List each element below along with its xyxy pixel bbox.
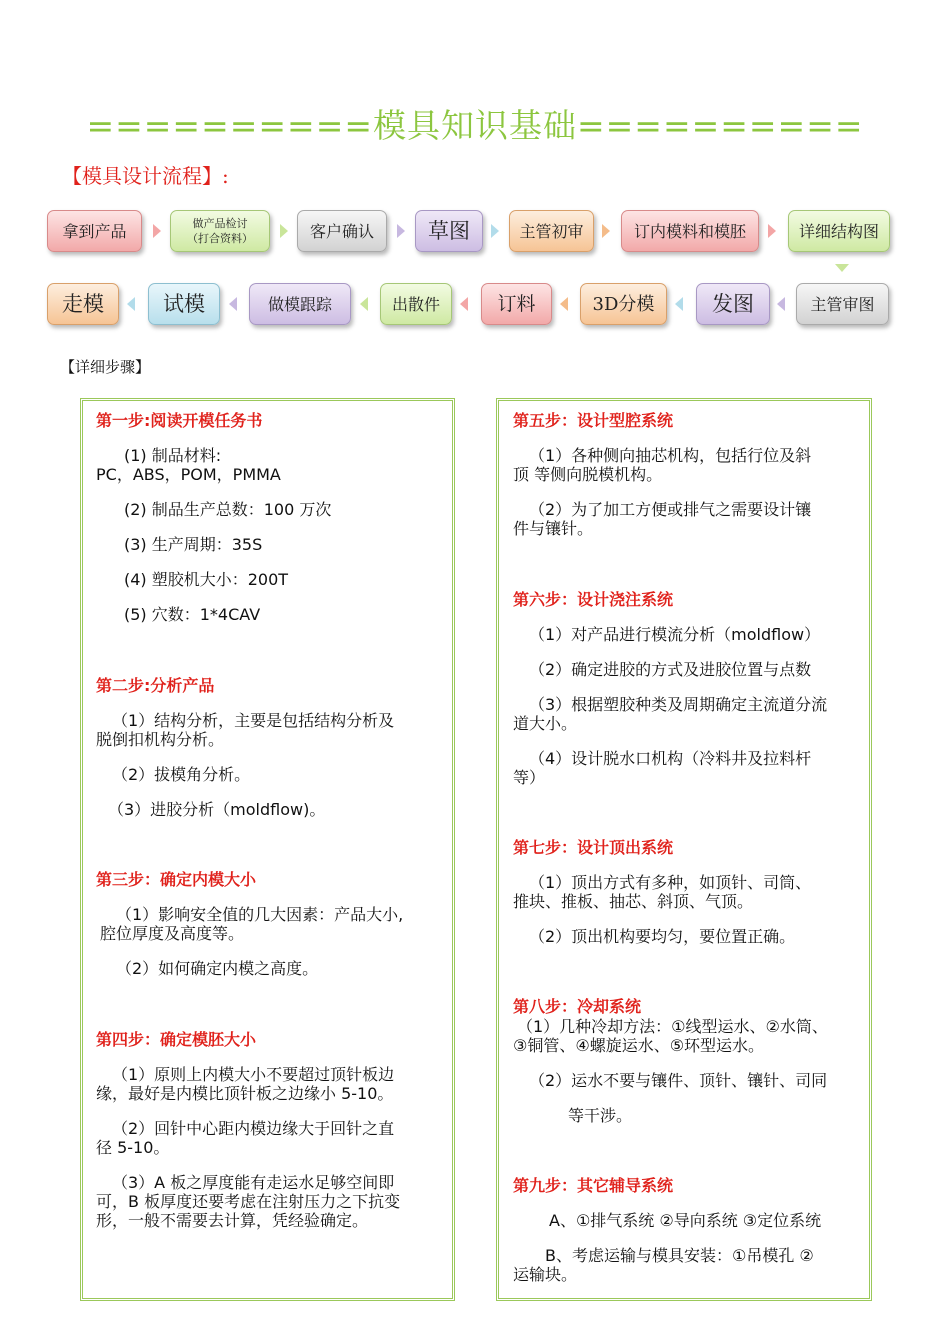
step-3-item-1-cont: 腔位厚度及高度等。 <box>100 924 245 943</box>
step-6-item-3: （3）根据塑胶种类及周期确定主流道分流 <box>529 695 828 714</box>
step-4-item-3: （3）A 板之厚度能有走运水足够空间即 <box>112 1173 395 1192</box>
flow-step-3d-parting: 3D分模 <box>580 283 667 325</box>
step-7-item-1-cont: 推块、推板、抽芯、斜顶、气顶。 <box>513 892 754 911</box>
flow-step-mold-trial: 试模 <box>148 283 220 325</box>
step-2-item-2: （2）拔模角分析。 <box>112 765 251 784</box>
step-4-item-3-cont2: 形，一般不需要去计算，凭经验确定。 <box>96 1211 369 1230</box>
flow-arrow-right-icon <box>280 224 288 238</box>
step-2-item-3: （3）进胶分析（moldflow)。 <box>108 800 326 819</box>
step-3-heading: 第三步：确定内模大小 <box>96 870 257 889</box>
step-1-item-2: (2) 制品生产总数：100 万次 <box>124 500 332 519</box>
flow-arrow-left-icon <box>777 297 785 311</box>
step-6-item-3-cont: 道大小。 <box>513 714 578 733</box>
step-6-item-4-cont: 等） <box>513 768 546 787</box>
step-8-item-1-cont: ③铜管、④螺旋运水、⑤环型运水。 <box>513 1036 765 1055</box>
flow-step-product-review: 做产品检讨（打合资料） <box>170 210 270 252</box>
step-7-heading: 第七步：设计顶出系统 <box>513 838 674 857</box>
step-4-item-2-cont: 径 5-10。 <box>96 1138 170 1157</box>
step-8-item-2: （2）运水不要与镶件、顶针、镶针、司同 <box>529 1071 828 1090</box>
step-1-heading: 第一步:阅读开模任务书 <box>96 411 263 430</box>
flow-section-title: 【模具设计流程】: <box>62 164 229 188</box>
flow-step-receive-product: 拿到产品 <box>47 210 142 252</box>
flow-arrow-right-icon <box>397 224 405 238</box>
flow-step-manager-first-review: 主管初审 <box>509 210 594 252</box>
flow-step-ship-mold: 走模 <box>47 283 119 325</box>
flow-step-manager-drawing-review: 主管审图 <box>796 283 889 325</box>
step-5-item-1-cont: 顶 等侧向脱模机构。 <box>513 465 663 484</box>
step-4-item-1: （1）原则上内模大小不要超过顶针板边 <box>112 1065 395 1084</box>
step-8-item-1: （1）几种冷却方法：①线型运水、②水筒、 <box>517 1017 828 1036</box>
flow-step-mold-tracking: 做模跟踪 <box>249 283 351 325</box>
flow-arrow-right-icon <box>491 224 499 238</box>
step-8-item-2-cont: 等干涉。 <box>568 1106 633 1125</box>
step-2-heading: 第二步:分析产品 <box>96 676 215 695</box>
step-5-item-1: （1）各种侧向抽芯机构，包括行位及斜 <box>529 446 812 465</box>
step-1-item-4: (4) 塑胶机大小：200T <box>124 570 289 589</box>
step-4-heading: 第四步：确定模胚大小 <box>96 1030 257 1049</box>
flow-arrow-left-icon <box>560 297 568 311</box>
step-5-heading: 第五步：设计型腔系统 <box>513 411 674 430</box>
step-3-item-2: （2）如何确定内模之高度。 <box>116 959 319 978</box>
detailed-steps-label: 【详细步骤】 <box>60 358 151 376</box>
step-4-item-2: （2）回针中心距内模边缘大于回针之直 <box>112 1119 395 1138</box>
flow-step-release-parts: 出散件 <box>380 283 452 325</box>
step-6-item-4: （4）设计脱水口机构（冷料井及拉料杆 <box>529 749 812 768</box>
flow-step-order-core-and-mold-base: 订内模料和模胚 <box>621 210 759 252</box>
step-6-heading: 第六步：设计浇注系统 <box>513 590 674 609</box>
step-5-item-2: （2）为了加工方便或排气之需要设计镶 <box>529 500 812 519</box>
step-5-item-2-cont: 件与镶针。 <box>513 519 594 538</box>
step-9-item-b-cont: 运输块。 <box>513 1265 578 1284</box>
flow-arrow-right-icon <box>768 224 776 238</box>
step-1-item-3: (3) 生产周期：35S <box>124 535 263 554</box>
flow-arrow-left-icon <box>360 297 368 311</box>
flow-step-order-material: 订料 <box>481 283 552 325</box>
flow-arrow-left-icon <box>460 297 468 311</box>
flow-arrow-left-icon <box>229 297 237 311</box>
step-6-item-1: （1）对产品进行模流分析（moldflow） <box>529 625 821 644</box>
flow-step-detailed-structure-drawing: 详细结构图 <box>788 210 890 252</box>
step-1-item-1-values: PC，ABS，POM，PMMA <box>96 465 281 484</box>
page-title: ==========模具知识基础========== <box>86 106 864 145</box>
step-7-item-1: （1）顶出方式有多种，如顶针、司筒、 <box>529 873 812 892</box>
flow-arrow-right-icon <box>153 224 161 238</box>
step-9-item-a: A、①排气系统 ②导向系统 ③定位系统 <box>549 1211 822 1230</box>
step-2-item-1: （1）结构分析，主要是包括结构分析及 <box>112 711 395 730</box>
flow-step-customer-confirm: 客户确认 <box>297 210 387 252</box>
flow-step-sketch: 草图 <box>415 210 483 252</box>
step-6-item-2: （2）确定进胶的方式及进胶位置与点数 <box>529 660 812 679</box>
step-3-item-1: （1）影响安全值的几大因素：产品大小, <box>116 905 404 924</box>
step-1-item-5: (5) 穴数：1*4CAV <box>124 605 261 624</box>
flow-step-release-drawing: 发图 <box>696 283 770 325</box>
step-4-item-1-cont: 缘，最好是内模比顶针板之边缘小 5-10。 <box>96 1084 394 1103</box>
step-4-item-3-cont1: 可，B 板厚度还要考虑在注射压力之下抗变 <box>96 1192 401 1211</box>
step-9-item-b: B、考虑运输与模具安装：①吊模孔 ② <box>545 1246 814 1265</box>
flow-arrow-left-icon <box>127 297 135 311</box>
flow-arrow-right-icon <box>602 224 610 238</box>
step-1-item-1: (1) 制品材料: <box>124 446 222 465</box>
step-9-heading: 第九步：其它辅导系统 <box>513 1176 674 1195</box>
step-2-item-1-cont: 脱倒扣机构分析。 <box>96 730 225 749</box>
flow-arrow-left-icon <box>675 297 683 311</box>
step-8-heading: 第八步：冷却系统 <box>513 997 642 1016</box>
flow-arrow-down-icon <box>835 264 849 272</box>
step-7-item-2: （2）顶出机构要均匀，要位置正确。 <box>529 927 796 946</box>
